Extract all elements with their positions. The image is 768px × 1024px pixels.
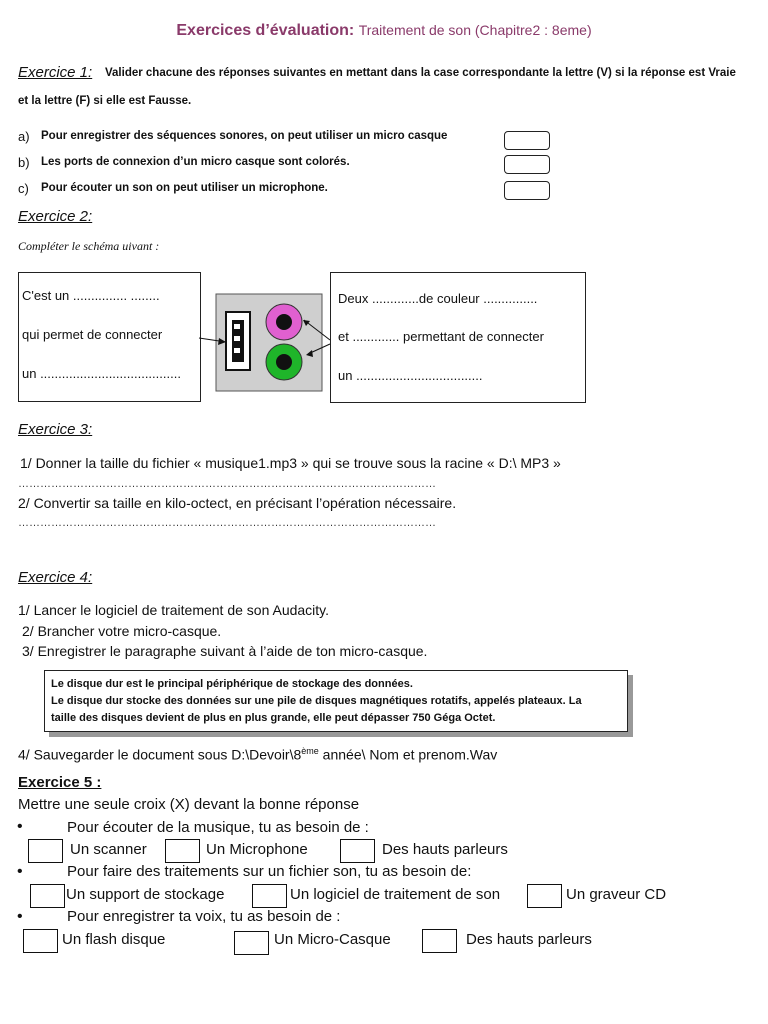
ex5-question-3: Pour enregistrer ta voix, tu as besoin de : xyxy=(67,908,341,925)
schema-left-line-3: un ....................................... xyxy=(22,366,181,381)
ex1-item-a-letter: a) xyxy=(18,129,30,144)
ex1-heading: Exercice 1: xyxy=(18,64,93,81)
ex4-step-4-sup: ème xyxy=(301,746,319,756)
ex5-q2-checkbox-1[interactable] xyxy=(30,884,65,908)
ex5-q1-checkbox-3[interactable] xyxy=(340,839,375,863)
title-bold: Exercices d’évaluation: xyxy=(176,22,355,39)
green-audio-jack-icon xyxy=(266,344,302,380)
title-light: Traitement de son (Chapitre2 : 8eme) xyxy=(358,22,592,38)
ex3-heading: Exercice 3: xyxy=(18,421,93,438)
ex5-q1-option-1: Un scanner xyxy=(70,841,147,858)
ex5-question-2: Pour faire des traitements sur un fichier son, tu as besoin de: xyxy=(67,863,472,880)
ex1-answer-box-a[interactable] xyxy=(504,131,550,150)
quote-line-1: Le disque dur est le principal périphérique de stockage des données. xyxy=(51,678,413,690)
ex3-question-1: 1/ Donner la taille du fichier « musique1.mp3 » qui se trouve sous la racine « D:\ MP3 » xyxy=(20,455,561,471)
ex1-item-b-text: Les ports de connexion d’un micro casque sont colorés. xyxy=(41,156,350,168)
ex5-q3-checkbox-1[interactable] xyxy=(23,929,58,953)
ex4-step-2: 2/ Brancher votre micro-casque. xyxy=(22,623,222,639)
ex4-step-4-part-b: année\ Nom et prenom.Wav xyxy=(318,746,498,763)
ex4-heading: Exercice 4: xyxy=(18,569,93,586)
ex1-item-a-text: Pour enregistrer des séquences sonores, on peut utiliser un micro casque xyxy=(41,130,448,142)
schema-left-line-2: qui permet de connecter xyxy=(22,327,163,342)
ex5-q2-option-3: Un graveur CD xyxy=(566,886,667,903)
ex5-q3-checkbox-3[interactable] xyxy=(422,929,457,953)
quote-line-3: taille des disques devient de plus en plus grande, elle peut dépasser 750 Géga Octet. xyxy=(51,712,496,724)
schema-right-line-1: Deux .............de couleur ............... xyxy=(338,291,538,306)
usb-port-icon xyxy=(226,312,250,370)
quote-line-2: Le disque dur stocke des données sur une pile de disques magnétiques rotatifs, appelés plateaux. La xyxy=(51,695,582,707)
recording-paragraph-box xyxy=(44,670,628,732)
ex4-step-4 xyxy=(18,746,497,763)
schema-right-line-2: et ............. permettant de connecter xyxy=(338,329,544,344)
ex1-answer-box-b[interactable] xyxy=(504,155,550,174)
ex1-answer-box-c[interactable] xyxy=(504,181,550,200)
ex1-instruction-2: et la lettre (F) si elle est Fausse. xyxy=(18,95,192,107)
ex3-dots-2: …………………………………………………………………………………………………… xyxy=(18,517,436,529)
pink-audio-jack-icon xyxy=(266,304,302,340)
ex5-q1-option-2: Un Microphone xyxy=(206,841,308,858)
schema-left-line-1: C'est un ............... ........ xyxy=(22,288,160,303)
ex1-item-c-letter: c) xyxy=(18,181,29,196)
ex5-instruction: Mettre une seule croix (X) devant la bonne réponse xyxy=(18,796,360,813)
ex5-question-1: Pour écouter de la musique, tu as besoin de : xyxy=(67,819,369,836)
ex5-bullet-2: • xyxy=(17,863,23,880)
ex5-q2-checkbox-2[interactable] xyxy=(252,884,287,908)
ex2-instruction: Compléter le schéma uivant : xyxy=(18,239,160,253)
ex5-q2-checkbox-3[interactable] xyxy=(527,884,562,908)
ex5-bullet-3: • xyxy=(17,908,23,925)
ex5-q3-option-2: Un Micro-Casque xyxy=(274,931,391,948)
ex5-q2-option-2: Un logiciel de traitement de son xyxy=(290,886,501,903)
ex2-heading: Exercice 2: xyxy=(18,208,93,225)
page-title xyxy=(0,22,768,40)
ex1-item-b-letter: b) xyxy=(18,155,30,170)
ex5-q1-option-3: Des hauts parleurs xyxy=(382,841,508,858)
ex5-q1-checkbox-1[interactable] xyxy=(28,839,63,863)
ex5-q1-checkbox-2[interactable] xyxy=(165,839,200,863)
ex5-q3-option-3: Des hauts parleurs xyxy=(466,931,592,948)
ex3-dots-1: …………………………………………………………………………………………………… xyxy=(18,478,436,490)
ex4-step-1: 1/ Lancer le logiciel de traitement de son Audacity. xyxy=(18,602,330,618)
ex5-q2-option-1: Un support de stockage xyxy=(66,886,225,903)
ex4-step-3: 3/ Enregistrer le paragraphe suivant à l’aide de ton micro-casque. xyxy=(22,643,428,659)
ex5-bullet-1: • xyxy=(17,818,23,835)
ex5-q3-checkbox-2[interactable] xyxy=(234,931,269,955)
ex1-instruction-1: Valider chacune des réponses suivantes en mettant dans la case correspondante la lettre (V) si la réponse est Vraie xyxy=(105,67,736,79)
ex4-step-4-part-a: 4/ Sauvegarder le document sous D:\Devoir\8 xyxy=(18,746,302,763)
ex1-item-c-text: Pour écouter un son on peut utiliser un microphone. xyxy=(41,182,328,194)
schema-right-line-3: un ................................... xyxy=(338,368,483,383)
ex3-question-2: 2/ Convertir sa taille en kilo-octect, en précisant l’opération nécessaire. xyxy=(18,495,457,511)
ex5-heading: Exercice 5 : xyxy=(18,774,102,791)
ports-illustration xyxy=(196,290,336,400)
ex5-q3-option-1: Un flash disque xyxy=(62,931,166,948)
